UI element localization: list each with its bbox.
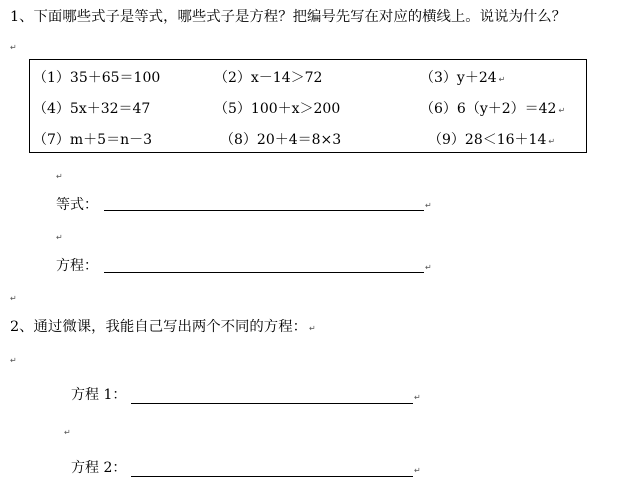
paragraph-mark: ↵ — [10, 43, 17, 52]
paragraph-mark: ↵ — [414, 466, 421, 475]
expression-9: （9）28＜16＋14 ↵ — [428, 132, 556, 148]
expression-7: （7）m＋5＝n－3 — [33, 132, 153, 148]
expression-3: （3）y＋24 ↵ — [420, 70, 506, 86]
paragraph-mark: ↵ — [425, 201, 432, 210]
question-1-text: 1、下面哪些式子是等式，哪些式子是方程？把编号先写在对应的横线上。说说为什么？ — [10, 9, 567, 25]
paragraph-mark: ↵ — [56, 172, 63, 181]
fangcheng-1-label: 方程 1： — [71, 387, 127, 403]
fangcheng-answer-line[interactable] — [104, 272, 424, 273]
paragraph-mark: ↵ — [64, 428, 71, 437]
fangcheng-2-label: 方程 2： — [71, 460, 127, 476]
question-2-text: 2、通过微课，我能自己写出两个不同的方程： ↵ — [10, 319, 316, 335]
fangcheng-1-answer-line[interactable] — [131, 403, 413, 404]
equation-answer-line[interactable] — [104, 210, 424, 211]
paragraph-mark: ↵ — [10, 356, 17, 365]
fangcheng-label: 方程： — [56, 258, 98, 274]
paragraph-mark: ↵ — [425, 263, 432, 272]
expression-8: （8）20＋4＝8×3 — [220, 132, 342, 148]
paragraph-mark: ↵ — [10, 294, 17, 303]
paragraph-mark: ↵ — [414, 393, 421, 402]
equation-label: 等式： — [56, 197, 98, 213]
expression-1: （1）35＋65＝100 — [33, 70, 161, 86]
expression-5: （5）100＋x＞200 — [214, 101, 341, 117]
expression-6: （6）6（y＋2）＝42 ↵ — [420, 101, 566, 117]
expression-2: （2）x－14＞72 — [214, 70, 323, 86]
expression-4: （4）5x＋32＝47 — [33, 101, 151, 117]
fangcheng-2-answer-line[interactable] — [131, 476, 413, 477]
paragraph-mark: ↵ — [56, 233, 63, 242]
